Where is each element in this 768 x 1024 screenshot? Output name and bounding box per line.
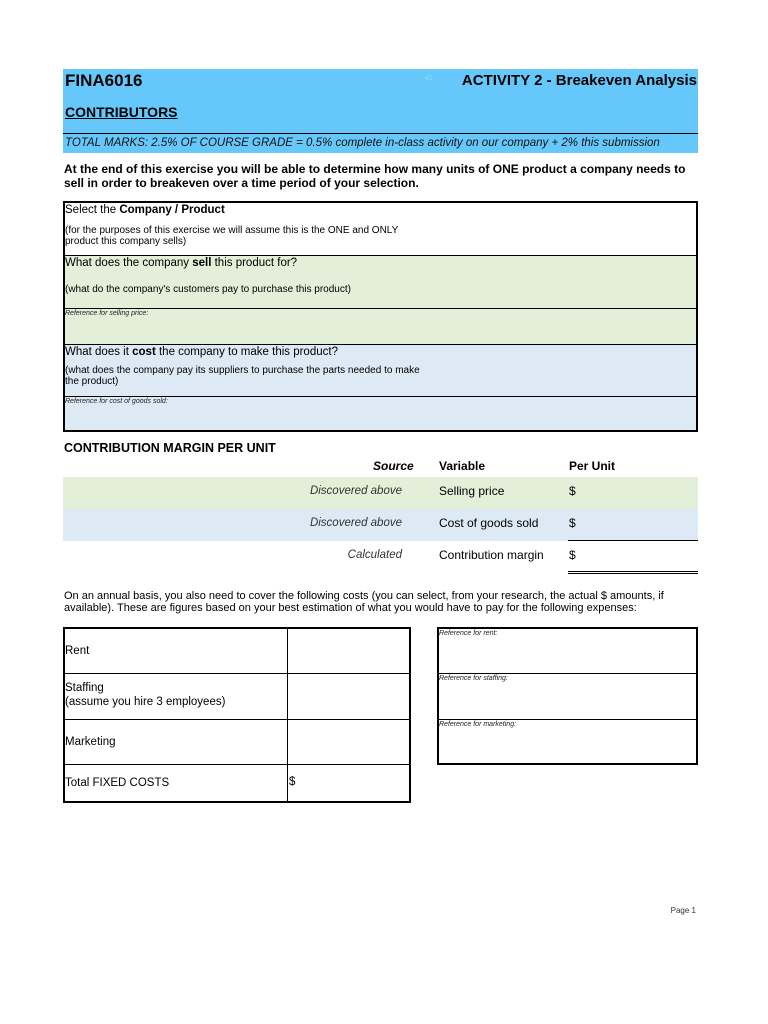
row-source: Calculated <box>347 549 402 561</box>
annual-costs-text: On an annual basis, you also need to cover the following costs (you can select, from your research, the actual $ amounts, if available). These are figures based on your best estimation of what you would have to pay for the following expenses: <box>64 590 664 614</box>
subtotal-line <box>568 540 698 541</box>
intro-text: At the end of this exercise you will be able to determine how many units of ONE product a company needs to sell in order to breakeven over a time period of your selection. <box>64 162 686 190</box>
rent-reference-label: Reference for rent: <box>439 630 498 637</box>
staffing-line2: (assume you hire 3 employees) <box>65 696 226 708</box>
activity-title: ACTIVITY 2 - Breakeven Analysis <box>461 72 697 89</box>
row-variable: Cost of goods sold <box>439 516 539 530</box>
source-header: Source <box>373 459 414 473</box>
rent-value-cell[interactable] <box>288 629 409 674</box>
selling-price-question <box>65 257 297 269</box>
double-underline-bottom <box>568 573 698 574</box>
staffing-line1: Staffing <box>65 682 104 694</box>
variable-header: Variable <box>439 459 486 473</box>
cost-prefix: What does it <box>65 346 133 358</box>
total-fixed-costs-currency: $ <box>289 776 296 788</box>
row-source: Discovered above <box>309 517 402 529</box>
marketing-reference-label: Reference for marketing: <box>439 721 517 728</box>
cost-bold: cost <box>132 346 156 358</box>
rent-reference-cell[interactable] <box>439 629 696 674</box>
row-variable: Selling price <box>439 484 505 498</box>
header-divider <box>63 133 698 134</box>
double-underline-top <box>568 571 698 572</box>
course-code: FINA6016 <box>65 71 143 90</box>
marketing-label: Marketing <box>65 736 116 748</box>
selling-price-cm-row <box>63 477 698 509</box>
marketing-value-cell[interactable] <box>288 720 409 765</box>
contribution-margin-title: CONTRIBUTION MARGIN PER UNIT <box>64 441 276 455</box>
cost-question <box>65 346 338 358</box>
selling-price-note: (what do the company's customers pay to purchase this product) <box>65 284 351 295</box>
selling-price-value-cell[interactable]: $ <box>569 484 576 498</box>
reference-table <box>437 627 698 765</box>
staffing-reference-label: Reference for staffing: <box>439 675 508 682</box>
total-fixed-costs-label: Total FIXED COSTS <box>65 777 170 789</box>
staffing-label <box>65 681 225 709</box>
sell-bold: sell <box>192 257 212 269</box>
selling-price-row[interactable] <box>65 256 696 309</box>
total-marks: TOTAL MARKS: 2.5% OF COURSE GRADE = 0.5% complete in-class activity on our company + 2% this submission <box>65 137 660 149</box>
rent-label: Rent <box>65 645 90 657</box>
selling-price-reference-label: Reference for selling price: <box>65 310 149 317</box>
cost-reference-row[interactable] <box>65 397 696 430</box>
cost-reference-label: Reference for cost of goods sold: <box>65 398 168 405</box>
cost-suffix: the company to make this product? <box>155 346 338 358</box>
contribution-margin-value-cell[interactable]: $ <box>569 548 576 562</box>
sell-prefix: What does the company <box>65 257 193 269</box>
selling-price-reference-row[interactable] <box>65 309 696 345</box>
page-number: Page 1 <box>670 906 696 915</box>
staffing-value-cell[interactable] <box>288 674 409 720</box>
contributors-heading: CONTRIBUTORS <box>65 104 178 120</box>
product-info-box <box>63 201 698 432</box>
cell-marker: 41 <box>425 75 433 82</box>
contribution-margin-cm-row <box>63 541 698 573</box>
company-product-note: (for the purposes of this exercise we will assume this is the ONE and ONLY product this company sells) <box>65 225 399 247</box>
cogs-value-cell[interactable]: $ <box>569 516 576 530</box>
fixed-costs-table <box>63 627 411 803</box>
select-prefix: Select the <box>65 204 120 216</box>
company-product-row[interactable] <box>65 203 696 256</box>
sell-suffix: this product for? <box>211 257 298 269</box>
cogs-cm-row <box>63 509 698 541</box>
cost-row[interactable] <box>65 345 696 397</box>
marketing-reference-cell[interactable] <box>439 720 696 763</box>
per-unit-header: Per Unit <box>569 459 616 473</box>
row-variable: Contribution margin <box>439 548 544 562</box>
row-source: Discovered above <box>309 485 402 497</box>
select-bold: Company / Product <box>119 204 225 216</box>
cost-note: (what does the company pay its suppliers to purchase the parts needed to make the product) <box>65 365 420 387</box>
total-fixed-costs-row <box>65 765 409 801</box>
company-product-question <box>65 204 225 216</box>
staffing-reference-cell[interactable] <box>439 674 696 720</box>
